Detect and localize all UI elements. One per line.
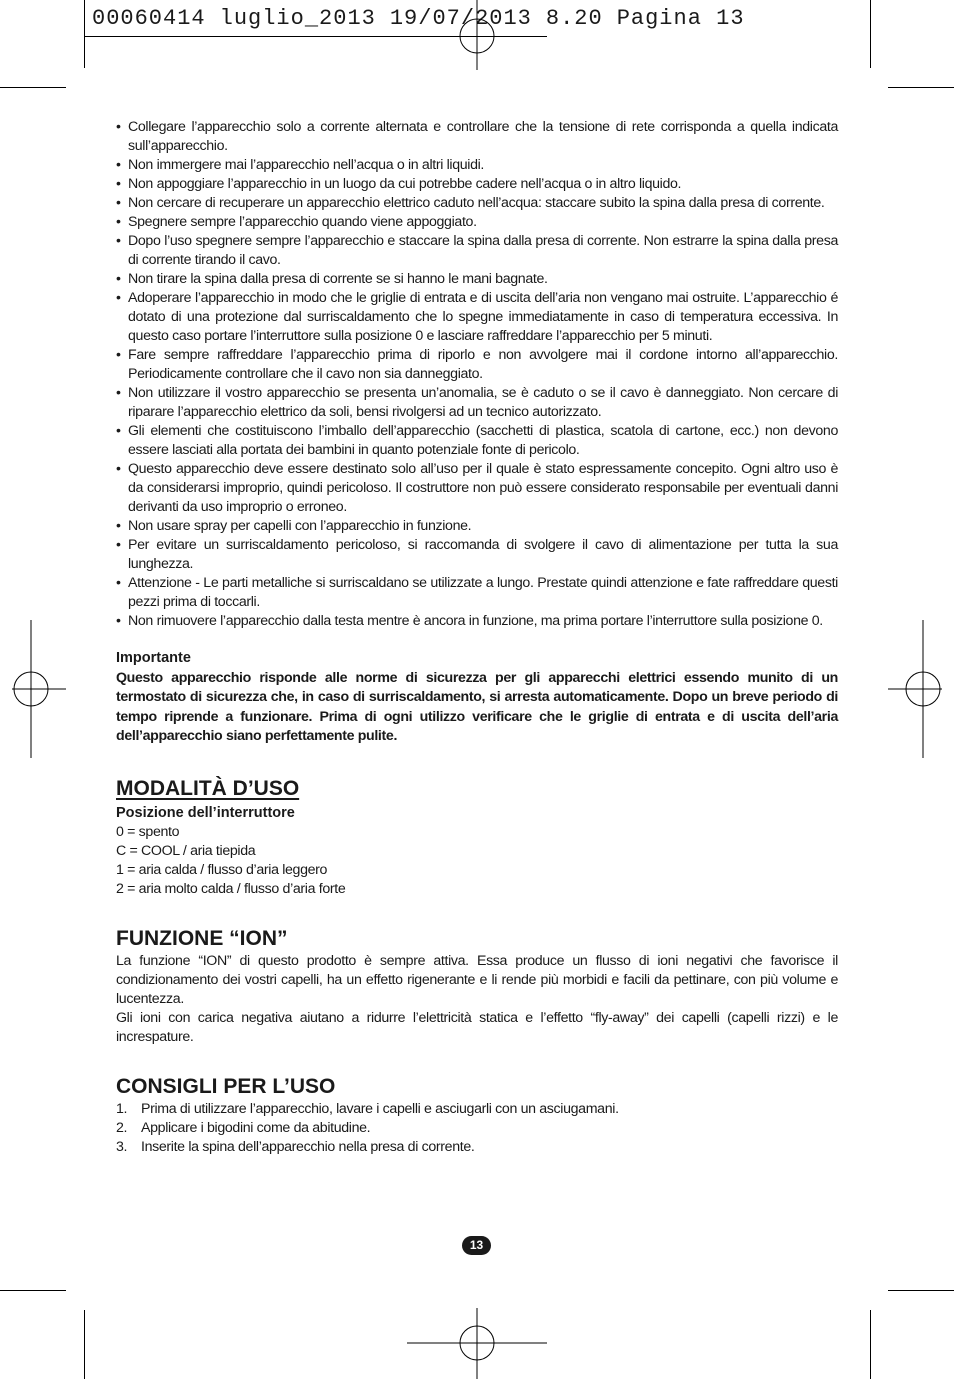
slug-date: 19/07/2013 <box>389 6 532 31</box>
registration-mark-bottom-icon <box>407 1306 547 1379</box>
crop-mark-top-right-h <box>888 87 954 88</box>
warning-item: • Dopo l’uso spegnere sempre l’apparecchio e staccare la spina dalla presa di corrente. Non estrarre la spina dalla presa di corrente tirando il cavo. <box>116 232 838 270</box>
step-text: Inserite la spina dell’apparecchio nella presa di corrente. <box>141 1138 475 1155</box>
warning-item: • Non utilizzare il vostro apparecchio se presenta un’anomalia, se è caduto o se il cavo è danneggiato. Non cercare di riparare l’apparecchio elettrico da soli, bensi rivolgersi ad un tecnico autorizzato. <box>116 384 838 422</box>
warning-item: • Non usare spray per capelli con l’apparecchio in funzione. <box>116 517 838 536</box>
warning-item: • Non tirare la spina dalla presa di corrente se si hanno le mani bagnate. <box>116 270 838 289</box>
important-title: Importante <box>116 650 191 666</box>
warning-item: • Spegnere sempre l’apparecchio quando viene appoggiato. <box>116 213 838 232</box>
usage-step <box>116 1138 838 1157</box>
crop-mark-bottom-right-v <box>870 1310 871 1379</box>
registration-mark-left-icon <box>12 620 66 758</box>
crop-mark-bottom-right-h <box>888 1290 954 1291</box>
crop-mark-top-left-v <box>84 0 85 68</box>
switch-position-item: 0 = spento <box>116 823 180 840</box>
warning-item: • Collegare l’apparecchio solo a corrente alternata e controllare che la tensione di rete corrisponda a quella indicata sull’apparecchio. <box>116 118 838 156</box>
heading-funzione-ion: FUNZIONE “ION” <box>116 926 288 950</box>
usage-step <box>116 1100 838 1119</box>
crop-mark-bottom-left-h <box>0 1290 66 1291</box>
safety-warnings-list <box>116 118 838 631</box>
warning-item: • Gli elementi che costituiscono l’imballo dell’apparecchio (sacchetti di plastica, scatola di cartone, ecc.) non devono essere lasciati alla portata dei bambini in quanto potenziale fonte di pericolo. <box>116 422 838 460</box>
step-number: 1. <box>116 1100 128 1117</box>
ion-paragraph: Gli ioni con carica negativa aiutano a ridurre l’elettricità statica e l’effetto “fly-away” dei capelli (capelli rizzi) e le increspature. <box>116 1009 838 1045</box>
slug-time: 8.20 <box>545 6 603 31</box>
important-text: Questo apparecchio risponde alle norme di sicurezza per gli apparecchi elettrici essendo munito di un termostato di sicurezza che, in caso di surriscaldamento, si arresta automaticamente. Dopo un breve periodo di tempo riprende a funzionare. Prima di ogni utilizzo verificare che le griglie di entrata e di uscita dell’aria dell’apparecchio siano perfettamente pulite. <box>116 669 838 744</box>
step-number: 2. <box>116 1119 128 1136</box>
switch-position-item: 1 = aria calda / flusso d’aria leggero <box>116 861 328 878</box>
warning-item: • Non cercare di recuperare un apparecchio elettrico caduto nell’acqua: staccare subito la spina dalla presa di corrente. <box>116 194 838 213</box>
warning-item: • Per evitare un surriscaldamento pericoloso, si raccomanda di svolgere il cavo di alimentazione per tutta la sua lunghezza. <box>116 536 838 574</box>
ion-paragraph: La funzione “ION” di questo prodotto è sempre attiva. Essa produce un flusso di ioni negativi che favorisce il condizionamento dei vostri capelli, ha un effetto rigenerante e li rende più morbidi e facili da pettinare, con più volume e lucentezza. <box>116 952 838 1007</box>
step-number: 3. <box>116 1138 128 1155</box>
warning-item: • Non immergere mai l’apparecchio nell’acqua o in altri liquidi. <box>116 156 838 175</box>
slug-page-label: Pagina 13 <box>616 6 745 31</box>
registration-mark-right-icon <box>888 620 942 758</box>
switch-position-item: C = COOL / aria tiepida <box>116 842 256 859</box>
warning-item: • Non rimuovere l’apparecchio dalla testa mentre è ancora in funzione, ma prima portare l’interruttore sulla posizione 0. <box>116 612 838 631</box>
switch-positions-list <box>116 823 838 899</box>
warning-item: • Fare sempre raffreddare l’apparecchio prima di riporlo e non avvolgere mai il cordone intorno all’apparecchio. Periodicamente controllare che il cavo non sia danneggiato. <box>116 346 838 384</box>
warning-item: • Questo apparecchio deve essere destinato solo all’uso per il quale è stato espressamente concepito. Ogni altro uso è da considerarsi improprio, quindi pericoloso. Il costruttore non può essere considerato responsabile per eventuali danni derivanti da uso improprio o erroneo. <box>116 460 838 517</box>
important-note <box>116 649 838 747</box>
crop-mark-top-right-v <box>870 0 871 68</box>
crop-mark-bottom-left-v <box>84 1310 85 1379</box>
warning-item: • Adoperare l’apparecchio in modo che le griglie di entrata e di uscita dell’aria non vengano mai ostruite. L’apparecchio é dotato di una protezione dal surriscaldamento che lo spegne immediatamente in caso di temperatura eccessiva. In questo caso portare l’interruttore sulla posizione 0 e lasciare raffreddare l’apparecchio per 5 minuti. <box>116 289 838 346</box>
slug-code: 00060414 <box>92 6 206 31</box>
step-text: Applicare i bigodini come da abitudine. <box>141 1119 371 1136</box>
page-content <box>116 118 838 1157</box>
warning-item: • Non appoggiare l’apparecchio in un luogo da cui potrebbe cadere nell’acqua o in altro liquido. <box>116 175 838 194</box>
warning-item: • Attenzione - Le parti metalliche si surriscaldano se utilizzate a lungo. Prestate quindi attenzione e fate raffreddare questi pezzi prima di toccarli. <box>116 574 838 612</box>
usage-steps-list <box>116 1100 838 1157</box>
registration-mark-top-icon <box>459 0 495 72</box>
usage-step <box>116 1119 838 1138</box>
slug-file: luglio_2013 <box>219 6 376 31</box>
page-number-badge: 13 <box>462 1236 491 1255</box>
heading-modalita-uso: MODALITÀ D’USO <box>116 776 300 800</box>
crop-mark-top-left-h <box>0 87 66 88</box>
step-text: Prima di utilizzare l’apparecchio, lavare i capelli e asciugarli con un asciugamani. <box>141 1100 619 1117</box>
heading-consigli-uso: CONSIGLI PER L’USO <box>116 1074 336 1098</box>
switch-position-subheading: Posizione dell’interruttore <box>116 804 295 821</box>
switch-position-item: 2 = aria molto calda / flusso d’aria forte <box>116 880 346 897</box>
